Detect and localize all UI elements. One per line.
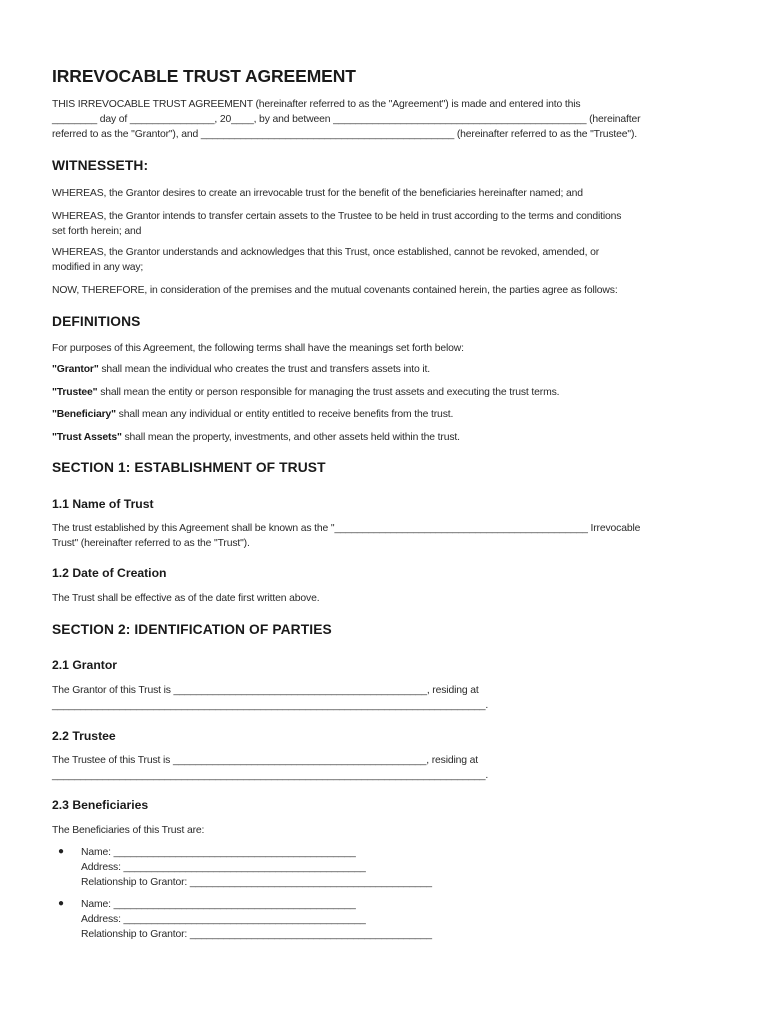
section-1-1-heading: 1.1 Name of Trust	[52, 497, 154, 511]
section-2-heading: SECTION 2: IDENTIFICATION OF PARTIES	[52, 622, 332, 637]
section-1-2-heading: 1.2 Date of Creation	[52, 566, 167, 580]
whereas-1: WHEREAS, the Grantor desires to create an irrevocable trust for the benefit of the beneficiaries hereinafter named; and	[52, 188, 583, 199]
definition-item	[52, 430, 718, 445]
section-1-heading: SECTION 1: ESTABLISHMENT OF TRUST	[52, 460, 326, 475]
definition-text: shall mean any individual or entity entitled to receive benefits from the trust.	[115, 409, 454, 420]
section-2-3-heading: 2.3 Beneficiaries	[52, 798, 149, 812]
definition-term: "Trust Assets"	[52, 432, 122, 443]
whereas-2-line: set forth herein; and	[52, 226, 142, 237]
bullet-icon: ●	[58, 898, 65, 909]
definition-text: shall mean the individual who creates the trust and transfers assets into it.	[98, 364, 430, 375]
whereas-3	[52, 245, 718, 275]
definition-text: shall mean the entity or person responsible for managing the trust assets and executing the trust terms.	[97, 387, 560, 398]
definitions-intro: For purposes of this Agreement, the following terms shall have the meanings set forth below:	[52, 343, 464, 354]
section-1-2-text: The Trust shall be effective as of the date first written above.	[52, 593, 320, 604]
section-2-1-heading: 2.1 Grantor	[52, 658, 118, 672]
section-2-1-text	[52, 683, 718, 713]
section-2-2-text	[52, 753, 718, 783]
trust-name-line: The trust established by this Agreement shall be known as the "_____________________________________________ Irrevocable	[52, 523, 641, 534]
list-item	[52, 897, 718, 942]
definition-term: "Grantor"	[52, 364, 99, 375]
definition-text: shall mean the property, investments, and other assets held within the trust.	[121, 432, 460, 443]
section-2-2-heading: 2.2 Trustee	[52, 729, 116, 743]
list-item	[52, 845, 718, 890]
definitions-heading: DEFINITIONS	[52, 314, 141, 329]
document-title: IRREVOCABLE TRUST AGREEMENT	[52, 66, 356, 86]
trustee-line: The Trustee of this Trust is _____________________________________________, residing at	[52, 755, 479, 766]
now-therefore: NOW, THEREFORE, in consideration of the premises and the mutual covenants contained herein, the parties agree as follows:	[52, 285, 618, 296]
whereas-2	[52, 209, 718, 239]
beneficiary-address: Address: ___________________________________________	[81, 914, 366, 925]
bullet-icon: ●	[58, 846, 65, 857]
witnesseth-heading: WITNESSETH:	[52, 158, 149, 173]
beneficiaries-list	[52, 845, 718, 942]
definition-item	[52, 385, 718, 400]
section-1-1-text	[52, 521, 718, 551]
trust-name-line: Trust" (hereinafter referred to as the "Trust").	[52, 538, 250, 549]
whereas-2-line: WHEREAS, the Grantor intends to transfer certain assets to the Trustee to be held in trust according to the terms and conditions	[52, 211, 622, 222]
intro-paragraph	[52, 97, 718, 142]
intro-line: THIS IRREVOCABLE TRUST AGREEMENT (hereinafter referred to as the "Agreement") is made and entered into this	[52, 99, 581, 110]
beneficiary-relationship: Relationship to Grantor: ___________________________________________	[81, 929, 432, 940]
beneficiary-relationship: Relationship to Grantor: ___________________________________________	[81, 877, 432, 888]
beneficiaries-intro: The Beneficiaries of this Trust are:	[52, 825, 205, 836]
grantor-line: The Grantor of this Trust is _____________________________________________, residing at	[52, 685, 479, 696]
grantor-line: _____________________________________________________________________________.	[52, 700, 489, 711]
beneficiary-address: Address: ___________________________________________	[81, 862, 366, 873]
beneficiary-name: Name: ___________________________________________	[81, 847, 356, 858]
definition-term: "Beneficiary"	[52, 409, 116, 420]
intro-line: referred to as the "Grantor"), and _____________________________________________ (hereinafter referred to as the "Trustee").	[52, 129, 638, 140]
intro-line: ________ day of _______________, 20____, by and between _____________________________________________ (hereinafter	[52, 114, 641, 125]
whereas-3-line: modified in any way;	[52, 262, 144, 273]
beneficiary-name: Name: ___________________________________________	[81, 899, 356, 910]
definition-item	[52, 407, 718, 422]
definition-term: "Trustee"	[52, 387, 98, 398]
definition-item	[52, 362, 718, 377]
whereas-3-line: WHEREAS, the Grantor understands and acknowledges that this Trust, once established, cannot be revoked, amended, or	[52, 247, 600, 258]
trustee-line: _____________________________________________________________________________.	[52, 770, 489, 781]
